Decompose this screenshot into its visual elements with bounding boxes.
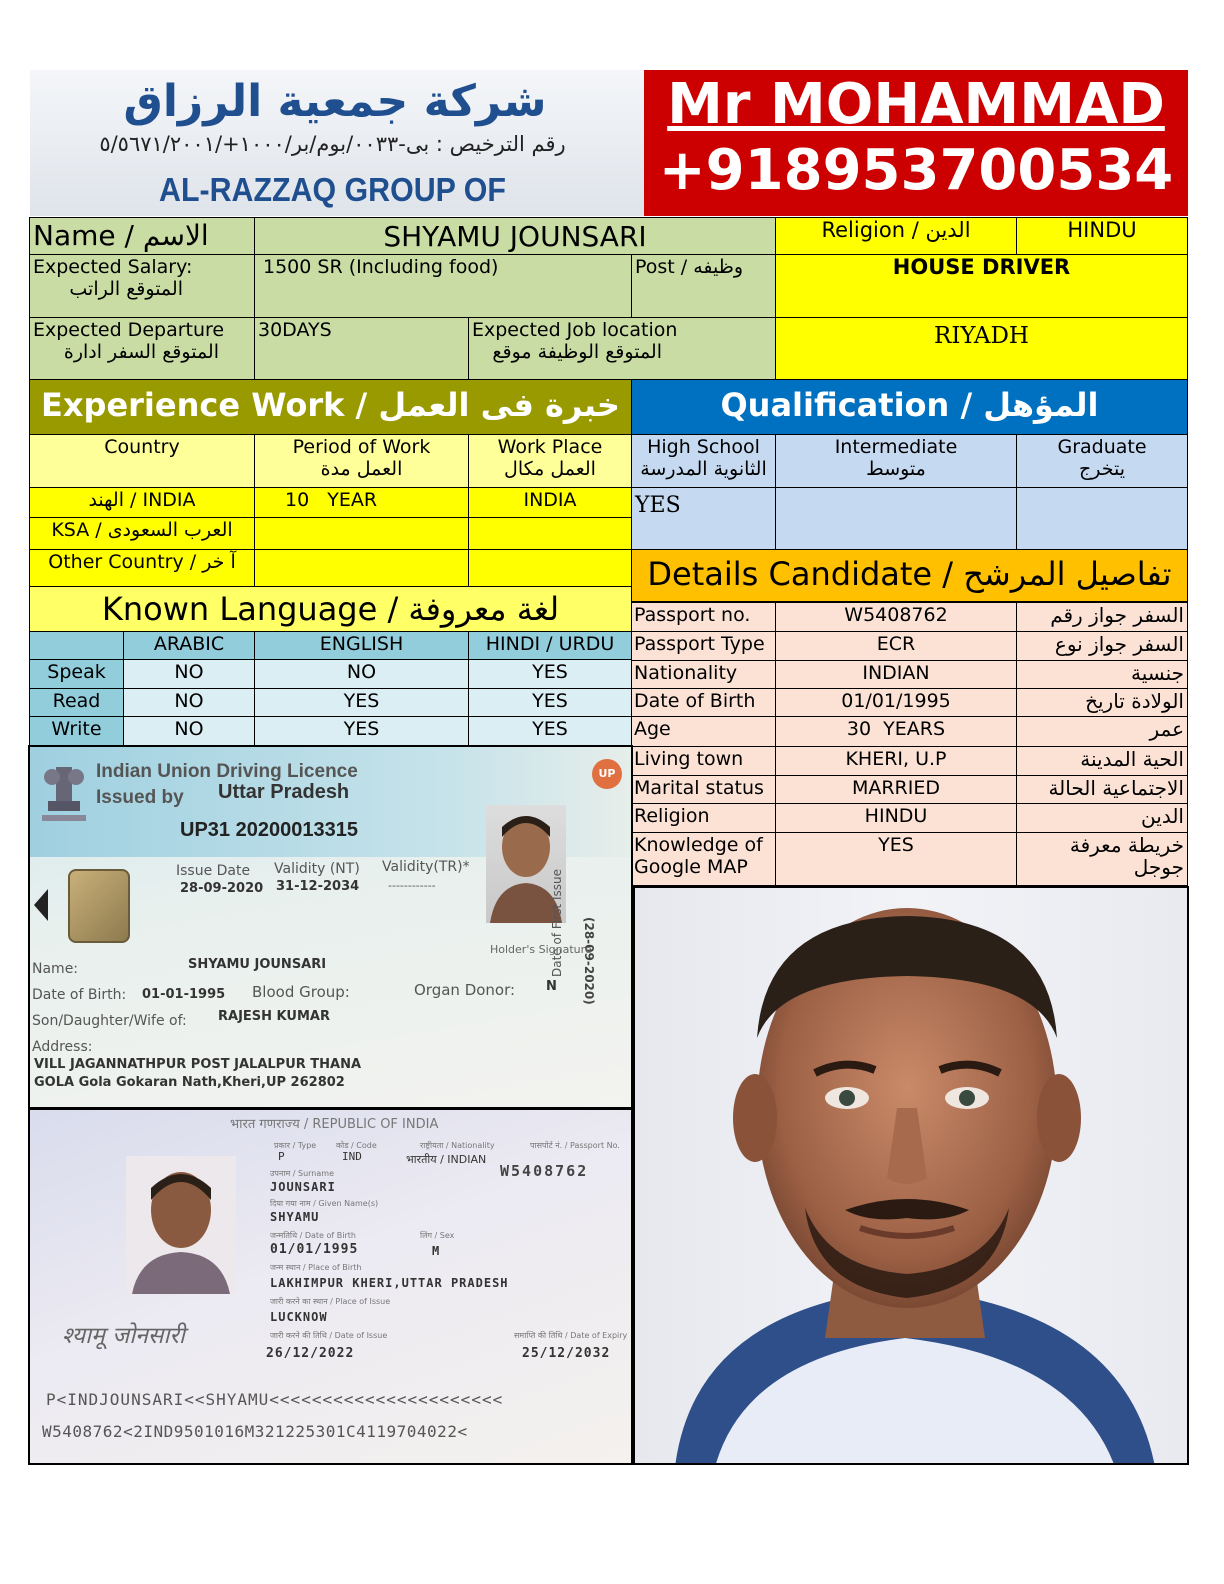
licence-side-text: Date of First Issue — [550, 869, 564, 977]
passport-dob: 01/01/1995 — [270, 1242, 359, 1257]
left-arrow-icon — [34, 889, 48, 921]
departure-value: 30DAYS — [254, 317, 469, 380]
exp-row-country: الهند / INDIA — [29, 487, 255, 518]
qual-header-highschool-ar: الثانوية المدرسة — [640, 458, 767, 480]
licence-issue-date: 28-09-2020 — [180, 881, 264, 896]
passport-pob: LAKHIMPUR KHERI,UTTAR PRADESH — [270, 1276, 509, 1290]
exp-header-period-ar: العمل مدة — [320, 458, 403, 480]
name-label: Name / الاسم — [29, 217, 255, 255]
salary-label — [29, 254, 255, 318]
qual-header-intermediate-ar: متوسط — [866, 458, 926, 480]
passport-code-label: कोड / Code — [336, 1141, 377, 1150]
lang-header-hindi-urdu: HINDI / URDU — [468, 631, 632, 660]
details-row-arabic: الدين — [1016, 803, 1188, 833]
licence-validity-nt-label: Validity (NT) — [274, 861, 360, 877]
details-title: Details Candidate / تفاصيل المرشح — [631, 549, 1188, 602]
departure-label-en: Expected Departure — [33, 319, 225, 341]
licence-dob: 01-01-1995 — [142, 987, 226, 1002]
exp-header-country-en: Country — [104, 436, 180, 458]
passport-surname-label: उपनाम / Surname — [270, 1169, 334, 1178]
details-row-arabic: خريطة معرفة جوجل — [1016, 832, 1188, 886]
job-location-label-ar: المتوقع الوظيفة موقع — [492, 341, 662, 363]
lang-header-blank — [29, 631, 124, 660]
qual-header-highschool — [631, 434, 776, 488]
company-logo — [30, 70, 644, 216]
licence-address-line2: GOLA Gola Gokaran Nath,Kheri,UP 262802 — [34, 1075, 345, 1090]
licence-name-label: Name: — [32, 961, 79, 977]
passport-given: SHYAMU — [270, 1210, 320, 1224]
passport-mrz-line1: P<INDJOUNSARI<<SHYAMU<<<<<<<<<<<<<<<<<<<<<< — [46, 1390, 504, 1409]
exp-header-place — [468, 434, 632, 488]
details-row-arabic: الاجتماعية الحالة — [1016, 775, 1188, 804]
licence-issue-label: Issue Date — [176, 863, 251, 879]
lang-header-english: ENGLISH — [254, 631, 469, 660]
passport-code: IND — [342, 1150, 362, 1163]
qual-value-intermediate — [775, 487, 1017, 550]
lang-cell: YES — [254, 688, 469, 717]
details-row-value: W5408762 — [775, 602, 1017, 632]
passport-dob-label: जन्मतिथि / Date of Birth — [270, 1231, 356, 1240]
exp-header-period-en: Period of Work — [292, 436, 431, 458]
details-row-value: YES — [775, 832, 1017, 886]
details-row-label: Passport Type — [631, 631, 776, 661]
job-location-label-en: Expected Job location — [472, 319, 678, 341]
licence-validity-tr: ------------ — [388, 879, 436, 892]
passport-doi-label: जारी करने की तिथि / Date of Issue — [270, 1331, 388, 1340]
exp-row-country: KSA / العرب السعودى — [29, 517, 255, 550]
exp-row-period — [254, 517, 469, 550]
experience-title: Experience Work / خبرة فى العمل — [29, 379, 632, 435]
lang-cell: YES — [468, 688, 632, 717]
lang-cell: YES — [254, 716, 469, 746]
exp-header-place-en: Work Place — [497, 436, 603, 458]
exp-header-place-ar: العمل مكال — [504, 458, 596, 480]
qual-header-intermediate — [775, 434, 1017, 488]
agent-phone: +918953700534 — [658, 138, 1174, 203]
exp-row-place — [468, 517, 632, 550]
logo-license-number: رقم الترخيص : بى-٠٠٣٣/بوم/بر/١٠٠٠+/٥/٥٦٧١/٢٠٠١ — [99, 132, 566, 156]
details-row-label: Marital status — [631, 775, 776, 804]
passport-header: भारत गणराज्य / REPUBLIC OF INDIA — [230, 1117, 439, 1132]
passport-pob-label: जन्म स्थान / Place of Birth — [270, 1263, 362, 1272]
passport-doe-label: समाप्ति की तिथि / Date of Expiry — [514, 1331, 628, 1340]
passport-no: W5408762 — [500, 1162, 589, 1180]
details-row-label: Age — [631, 716, 776, 747]
job-location-label — [468, 317, 776, 380]
lang-row-label: Speak — [29, 659, 124, 689]
licence-donor: N — [546, 979, 557, 994]
passport-signature: श्यामू जोनसारी — [62, 1323, 185, 1349]
religion-label: Religion / الدين — [775, 217, 1017, 255]
details-row-value: MARRIED — [775, 775, 1017, 804]
qual-value-graduate — [1016, 487, 1188, 550]
exp-row-period: 10 YEAR — [254, 487, 469, 518]
qual-value-highschool: YES — [631, 487, 776, 550]
exp-row-place — [468, 549, 632, 587]
details-row-label: Nationality — [631, 660, 776, 689]
details-row-arabic: الحية المدينة — [1016, 746, 1188, 776]
licence-issued-by: Issued by — [96, 787, 184, 808]
lang-cell: NO — [123, 688, 255, 717]
name-value: SHYAMU JOUNSARI — [254, 217, 776, 255]
lang-cell: YES — [468, 716, 632, 746]
qual-header-graduate-en: Graduate — [1057, 436, 1147, 458]
licence-number: UP31 20200013315 — [180, 819, 358, 841]
passport-poi-label: जारी करने का स्थान / Place of Issue — [270, 1297, 391, 1306]
licence-address-line1: VILL JAGANNATHPUR POST JALALPUR THANA — [34, 1057, 362, 1072]
details-row-arabic: عمر — [1016, 716, 1188, 747]
salary-label-en: Expected Salary: — [33, 256, 193, 278]
departure-label-ar: المتوقع السفر ادارة — [63, 341, 219, 363]
details-row-value: KHERI, U.P — [775, 746, 1017, 776]
details-row-label: Religion — [631, 803, 776, 833]
licence-donor-label: Organ Donor: — [414, 981, 516, 999]
licence-address-label: Address: — [32, 1039, 93, 1055]
logo-english-name: AL-RAZZAQ GROUP OF — [159, 171, 506, 208]
agent-box — [644, 70, 1188, 216]
driving-licence-image — [28, 745, 633, 1109]
passport-mrz-line2: W5408762<2IND9501016M321225301C4119704022< — [42, 1422, 468, 1441]
salary-label-ar: المتوقع الراتب — [69, 278, 183, 300]
language-title: Known Language / لغة معروفة — [29, 586, 632, 632]
details-row-arabic: جنسية — [1016, 660, 1188, 689]
licence-name: SHYAMU JOUNSARI — [188, 957, 327, 972]
details-row-value: 01/01/1995 — [775, 688, 1017, 717]
qual-header-highschool-en: High School — [647, 436, 760, 458]
qual-header-intermediate-en: Intermediate — [834, 436, 958, 458]
details-row-value: INDIAN — [775, 660, 1017, 689]
religion-value: HINDU — [1016, 217, 1188, 255]
passport-doi: 26/12/2022 — [266, 1346, 355, 1361]
lang-cell: NO — [123, 659, 255, 689]
details-row-arabic: الولادة تاريخ — [1016, 688, 1188, 717]
passport-type: P — [278, 1150, 285, 1163]
licence-blood-label: Blood Group: — [252, 983, 350, 1001]
licence-validity-nt: 31-12-2034 — [276, 879, 360, 894]
logo-arabic-name: شركة جمعية الرزاق — [123, 76, 547, 127]
emblem-icon — [38, 761, 90, 833]
passport-nationality-label: राष्ट्रीयता / Nationality — [420, 1141, 495, 1150]
lang-cell: NO — [123, 716, 255, 746]
qual-header-graduate-ar: يتخرج — [1078, 458, 1126, 480]
licence-holder-signature: Holder's Signature — [490, 943, 592, 956]
exp-header-country — [29, 434, 255, 488]
details-row-value: ECR — [775, 631, 1017, 661]
licence-relation: RAJESH KUMAR — [218, 1009, 330, 1024]
licence-side-date: (28-09-2020) — [582, 917, 596, 1005]
details-row-arabic: السفر جواز رقم — [1016, 602, 1188, 632]
details-row-value: 30 YEARS — [775, 716, 1017, 747]
lang-row-label: Read — [29, 688, 124, 717]
details-row-label: Passport no. — [631, 602, 776, 632]
chip-icon — [68, 869, 130, 943]
lang-cell: YES — [468, 659, 632, 689]
passport-type-label: प्रकार / Type — [274, 1141, 317, 1150]
passport-no-label: पासपोर्ट नं. / Passport No. — [530, 1141, 620, 1150]
details-row-value: HINDU — [775, 803, 1017, 833]
post-value: HOUSE DRIVER — [775, 254, 1188, 318]
licence-dob-label: Date of Birth: — [32, 987, 127, 1003]
exp-row-period — [254, 549, 469, 587]
details-row-label: Living town — [631, 746, 776, 776]
details-row-arabic: السفر جواز نوع — [1016, 631, 1188, 661]
agent-name: Mr MOHAMMAD — [667, 72, 1165, 137]
passport-image — [28, 1108, 633, 1465]
passport-nationality: भारतीय / INDIAN — [406, 1153, 487, 1166]
exp-header-period — [254, 434, 469, 488]
licence-validity-tr-label: Validity(TR)* — [382, 859, 470, 875]
licence-up-badge: UP — [592, 759, 622, 789]
licence-state: Uttar Pradesh — [218, 781, 350, 803]
passport-doe: 25/12/2032 — [522, 1346, 611, 1361]
departure-label — [29, 317, 255, 380]
exp-row-country: Other Country / آ خر — [29, 549, 255, 587]
passport-sex: M — [432, 1244, 440, 1258]
post-label: Post / وظيفه — [631, 254, 776, 318]
passport-given-label: दिया गया नाम / Given Name(s) — [270, 1199, 379, 1208]
passport-poi: LUCKNOW — [270, 1310, 328, 1324]
job-location-value: RIYADH — [775, 317, 1188, 380]
licence-relation-label: Son/Daughter/Wife of: — [32, 1013, 187, 1029]
passport-photo — [126, 1156, 236, 1294]
lang-header-arabic: ARABIC — [123, 631, 255, 660]
qualification-title: Qualification / المؤهل — [631, 379, 1188, 435]
details-row-label: Knowledge of Google MAP — [631, 832, 776, 886]
licence-title: Indian Union Driving Licence — [96, 761, 358, 782]
qual-header-graduate — [1016, 434, 1188, 488]
lang-cell: NO — [254, 659, 469, 689]
candidate-portrait — [635, 888, 1189, 1465]
lang-row-label: Write — [29, 716, 124, 746]
passport-surname: JOUNSARI — [270, 1180, 336, 1194]
exp-row-place: INDIA — [468, 487, 632, 518]
salary-value: 1500 SR (Including food) — [254, 254, 632, 318]
details-row-label: Date of Birth — [631, 688, 776, 717]
passport-sex-label: लिंग / Sex — [420, 1231, 455, 1240]
candidate-photo — [633, 886, 1189, 1465]
